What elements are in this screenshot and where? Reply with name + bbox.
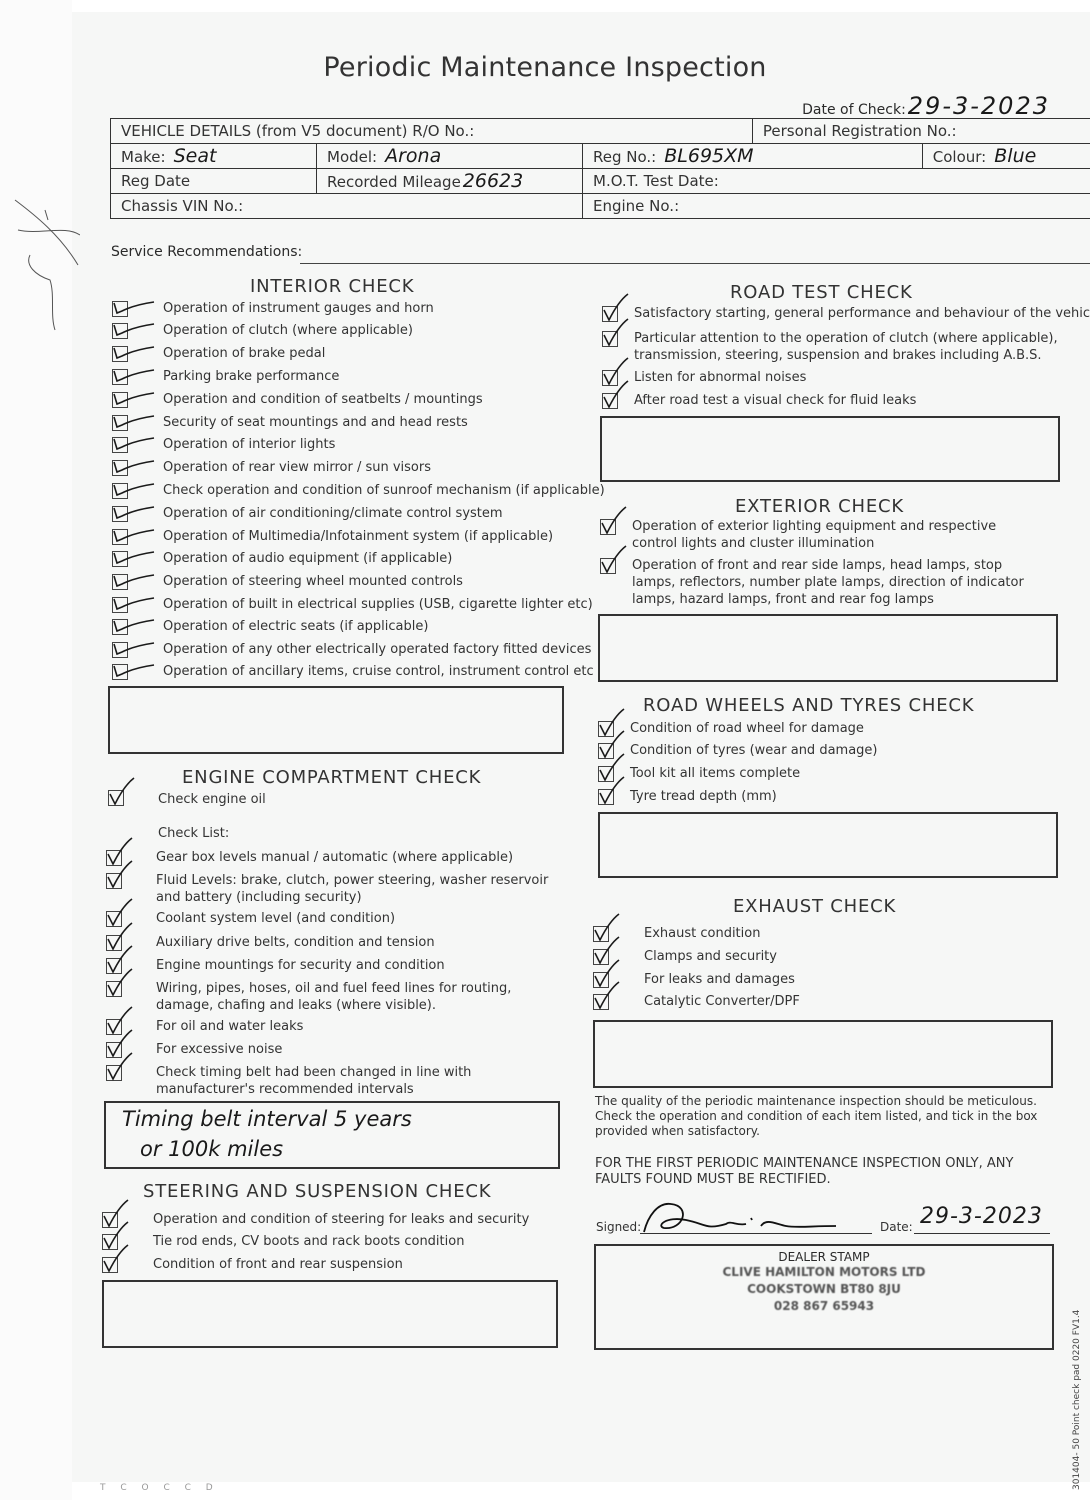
checkbox[interactable] xyxy=(106,935,122,951)
checklist-item-label: Tie rod ends, CV boots and rack boots condition xyxy=(153,1234,465,1249)
checklist-item-label: Satisfactory starting, general performance and behaviour of the vehic xyxy=(634,306,1090,321)
checklist-item-label: Operation of audio equipment (if applicable) xyxy=(163,551,453,566)
checkbox[interactable] xyxy=(602,331,618,347)
checklist-item-label: Security of seat mountings and and head rests xyxy=(163,415,468,430)
checkbox[interactable] xyxy=(112,301,128,317)
checkbox[interactable] xyxy=(108,790,124,806)
checklist-item-label: Wiring, pipes, hoses, oil and fuel feed lines for routing, damage, chafing and leaks (where visible). xyxy=(156,981,512,1013)
date-label: Date: xyxy=(880,1220,913,1234)
checkbox[interactable] xyxy=(106,1065,122,1081)
checklist-item-label: For excessive noise xyxy=(156,1042,283,1057)
checkbox[interactable] xyxy=(598,743,614,759)
checkbox[interactable] xyxy=(112,392,128,408)
signature-icon xyxy=(636,1196,866,1236)
checkbox[interactable] xyxy=(112,664,128,680)
checkbox[interactable] xyxy=(106,958,122,974)
steering-notes-box[interactable] xyxy=(102,1280,558,1348)
section-title-steering: STEERING AND SUSPENSION CHECK xyxy=(143,1181,492,1202)
checklist-item-label: Operation of steering wheel mounted controls xyxy=(163,574,463,589)
checklist-heading: Check List: xyxy=(158,826,230,841)
checkbox[interactable] xyxy=(598,721,614,737)
cut-off-footer-text: T C O C C D xyxy=(100,1483,219,1493)
stamp-line-phone: 028 867 65943 xyxy=(773,1299,875,1313)
checklist-item-label: Fluid Levels: brake, clutch, power steering, washer reservoir and battery (including security) xyxy=(156,873,549,905)
checklist-item-label: Condition of front and rear suspension xyxy=(153,1257,403,1272)
signed-label: Signed: xyxy=(596,1220,642,1234)
checklist-item-label: Operation of any other electrically operated factory fitted devices xyxy=(163,642,592,657)
service-recommendations-label: Service Recommendations: xyxy=(111,244,303,260)
section-title-engine: ENGINE COMPARTMENT CHECK xyxy=(182,767,482,788)
section-title-wheels: ROAD WHEELS AND TYRES CHECK xyxy=(643,695,975,716)
reg-no-field[interactable]: Reg No.: BL695XM xyxy=(583,144,923,169)
checkbox[interactable] xyxy=(102,1257,118,1273)
reg-date-field[interactable]: Reg Date xyxy=(111,169,317,194)
section-title-exterior: EXTERIOR CHECK xyxy=(735,496,905,517)
engine-no-field[interactable]: Engine No.: xyxy=(583,194,1090,219)
checklist-item-label: Operation of clutch (where applicable) xyxy=(163,323,413,338)
checklist-item-label: Clamps and security xyxy=(644,949,777,964)
checkbox[interactable] xyxy=(112,323,128,339)
checkbox[interactable] xyxy=(106,850,122,866)
checkbox[interactable] xyxy=(106,911,122,927)
reg-no-value: BL695XM xyxy=(664,145,754,167)
checkbox[interactable] xyxy=(593,926,609,942)
signed-date-value[interactable]: 29-3-2023 xyxy=(920,1204,1043,1229)
checkbox[interactable] xyxy=(106,981,122,997)
checklist-item-label: Listen for abnormal noises xyxy=(634,370,807,385)
checkbox[interactable] xyxy=(112,551,128,567)
checkbox[interactable] xyxy=(106,873,122,889)
checkbox[interactable] xyxy=(602,306,618,322)
checkbox[interactable] xyxy=(598,766,614,782)
colour-value: Blue xyxy=(994,145,1037,167)
mileage-field[interactable]: Recorded Mileage 26623 xyxy=(317,169,583,194)
checklist-item-label: Gear box levels manual / automatic (where applicable) xyxy=(156,850,514,865)
checklist-item-label: Particular attention to the operation of clutch (where applicable), transmission, steering, suspension and brakes including A.B.S. xyxy=(634,331,1058,363)
checkbox[interactable] xyxy=(593,972,609,988)
date-of-check xyxy=(802,92,1050,120)
section-title-exhaust: EXHAUST CHECK xyxy=(733,896,897,917)
dealer-stamp xyxy=(594,1244,1054,1350)
checkbox[interactable] xyxy=(598,789,614,805)
colour-field[interactable]: Colour: Blue xyxy=(922,144,1090,169)
checkbox[interactable] xyxy=(112,529,128,545)
checklist-item-label: Operation of electric seats (if applicable) xyxy=(163,619,429,634)
checklist-item-label: Operation of interior lights xyxy=(163,437,336,452)
engine-notes-box[interactable] xyxy=(104,1101,560,1169)
checklist-item-label: Parking brake performance xyxy=(163,369,340,384)
form-title: Periodic Maintenance Inspection xyxy=(323,52,767,83)
date-line[interactable] xyxy=(914,1233,1050,1234)
checkbox[interactable] xyxy=(593,949,609,965)
checklist-item-label: Auxiliary drive belts, condition and tension xyxy=(156,935,435,950)
make-value: Seat xyxy=(173,145,217,167)
mot-test-date-field[interactable]: M.O.T. Test Date: xyxy=(583,169,1090,194)
checklist-item-label: Operation of rear view mirror / sun visors xyxy=(163,460,431,475)
margin-scribble-icon xyxy=(10,195,80,335)
dealer-stamp-label: DEALER STAMP xyxy=(778,1250,870,1264)
checklist-item-label: Check timing belt had been changed in line with manufacturer's recommended intervals xyxy=(156,1065,472,1097)
checklist-item-label: Check operation and condition of sunroof mechanism (if applicable) xyxy=(163,483,605,498)
vehicle-details-header: VEHICLE DETAILS (from V5 document) R/O No.: xyxy=(111,119,753,144)
checklist-item-label: For oil and water leaks xyxy=(156,1019,304,1034)
chassis-vin-field[interactable]: Chassis VIN No.: xyxy=(111,194,583,219)
checkbox[interactable] xyxy=(602,370,618,386)
wheels-notes-box[interactable] xyxy=(598,812,1058,878)
make-field[interactable]: Make: Seat xyxy=(111,144,317,169)
checkbox[interactable] xyxy=(602,393,618,409)
checklist-item-label: Operation and condition of seatbelts / mountings xyxy=(163,392,483,407)
checklist-item-label: Exhaust condition xyxy=(644,926,761,941)
form-code: 301404- 50 Point check pad 0220 FV1.4 xyxy=(1072,1309,1082,1490)
checklist-item-label: Catalytic Converter/DPF xyxy=(644,994,800,1009)
checklist-item-label: Operation of built in electrical supplies (USB, cigarette lighter etc) xyxy=(163,597,593,612)
date-of-check-label: Date of Check: xyxy=(802,102,906,118)
exterior-notes-box[interactable] xyxy=(598,614,1058,682)
checkbox[interactable] xyxy=(112,460,128,476)
engine-notes-line-2: or 100k miles xyxy=(140,1137,284,1161)
checklist-item-label: Check engine oil xyxy=(158,792,266,807)
checklist-item-label: Operation and condition of steering for leaks and security xyxy=(153,1212,530,1227)
section-title-interior: INTERIOR CHECK xyxy=(250,276,415,297)
checkbox[interactable] xyxy=(112,506,128,522)
interior-notes-box[interactable] xyxy=(108,686,564,754)
personal-registration-field[interactable]: Personal Registration No.: xyxy=(752,119,1090,144)
checkbox[interactable] xyxy=(593,994,609,1010)
checkbox[interactable] xyxy=(112,619,128,635)
service-recommendations-line[interactable] xyxy=(300,263,1090,264)
checkbox[interactable] xyxy=(106,1019,122,1035)
checkbox[interactable] xyxy=(112,369,128,385)
checkbox[interactable] xyxy=(112,415,128,431)
checklist-item-label: Tool kit all items complete xyxy=(630,766,801,781)
checklist-item-label: Condition of road wheel for damage xyxy=(630,721,864,736)
road-test-notes-box[interactable] xyxy=(600,416,1060,482)
model-field[interactable]: Model: Arona xyxy=(317,144,583,169)
checklist-item-label: After road test a visual check for fluid leaks xyxy=(634,393,917,408)
checkbox[interactable] xyxy=(112,642,128,658)
checkbox[interactable] xyxy=(112,597,128,613)
checkbox[interactable] xyxy=(102,1234,118,1250)
checklist-item-label: Tyre tread depth (mm) xyxy=(630,789,777,804)
stamp-line-address: COOKSTOWN BT80 8JU xyxy=(747,1282,901,1296)
checkbox[interactable] xyxy=(102,1212,118,1228)
checkbox[interactable] xyxy=(112,437,128,453)
date-of-check-value[interactable]: 29-3-2023 xyxy=(907,92,1050,120)
checkbox[interactable] xyxy=(600,558,616,574)
section-title-road-test: ROAD TEST CHECK xyxy=(730,282,913,303)
checklist-item-label: Condition of tyres (wear and damage) xyxy=(630,743,878,758)
checkbox[interactable] xyxy=(600,519,616,535)
checklist-item-label: Coolant system level (and condition) xyxy=(156,911,396,926)
checklist-item-label: Operation of air conditioning/climate control system xyxy=(163,506,503,521)
vehicle-details-table xyxy=(110,118,1090,219)
checkbox[interactable] xyxy=(112,483,128,499)
checklist-item-label: Engine mountings for security and condition xyxy=(156,958,445,973)
first-inspection-notice: FOR THE FIRST PERIODIC MAINTENANCE INSPECTION ONLY, ANY FAULTS FOUND MUST BE RECTIFIED. xyxy=(595,1156,1014,1187)
engine-notes-line-1: Timing belt interval 5 years xyxy=(122,1107,412,1131)
checkbox[interactable] xyxy=(106,1042,122,1058)
checklist-item-label: Operation of brake pedal xyxy=(163,346,326,361)
model-value: Arona xyxy=(385,145,442,167)
checkbox[interactable] xyxy=(112,346,128,362)
checklist-item-label: Operation of exterior lighting equipment and respective control lights and cluster illumination xyxy=(632,519,997,551)
checklist-item-label: Operation of front and rear side lamps, head lamps, stop lamps, reflectors, number plate lamps, direction of indicator lamps, hazard lamps, front and rear fog lamps xyxy=(632,558,1024,607)
mileage-value: 26623 xyxy=(462,170,524,192)
quality-instructions: The quality of the periodic maintenance inspection should be meticulous. Check the operation and condition of each item listed, and tick in the box provided when satisfactory. xyxy=(595,1094,1038,1138)
checkbox[interactable] xyxy=(112,574,128,590)
checklist-item-label: Operation of instrument gauges and horn xyxy=(163,301,434,316)
stamp-line-name: CLIVE HAMILTON MOTORS LTD xyxy=(722,1265,926,1279)
exhaust-notes-box[interactable] xyxy=(593,1020,1053,1088)
checklist-item-label: For leaks and damages xyxy=(644,972,795,987)
checklist-item-label: Operation of ancillary items, cruise control, instrument control etc xyxy=(163,664,594,679)
checklist-item-label: Operation of Multimedia/Infotainment system (if applicable) xyxy=(163,529,554,544)
